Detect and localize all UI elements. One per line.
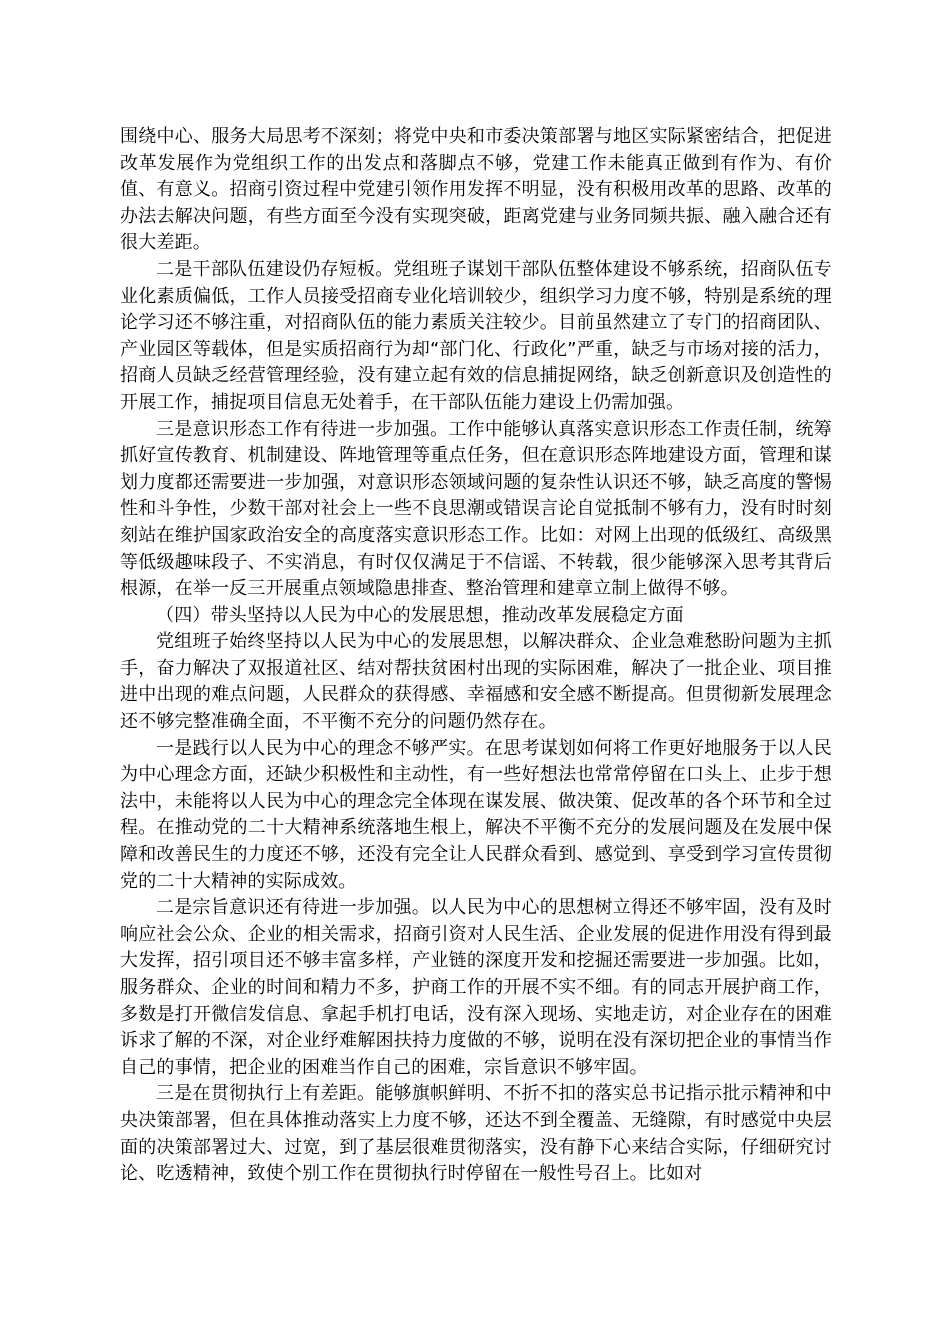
paragraph-cadre-team-shortcomings: 二是干部队伍建设仍存短板。党组班子谋划干部队伍整体建设不够系统，招商队伍专业化素质偏低，工作人员接受招商专业化培训较少，组织学习力度不够，特别是系统的理论学习还不够注重，对招商队伍的能力素质关注较少。目前虽然建立了专门的招商团队、产业园区等载体，但是实质招商行为却“部门化、行政化”严重，缺乏与市场对接的活力，招商人员缺乏经营管理经验，没有建立起有效的信息捕捉网络，缺乏创新意识及创造性的开展工作，捕捉项目信息无处着手，在干部队伍能力建设上仍需加强。 — [120, 258, 832, 413]
paragraph-party-building-continued: 围绕中心、服务大局思考不深刻；将党中央和市委决策部署与地区实际紧密结合，把促进改革发展作为党组织工作的出发点和落脚点不够，党建工作未能真正做到有作为、有价值、有意义。招商引资过程中党建引领作用发挥不明显，没有积极用改革的思路、改革的办法去解决问题，有些方面至今没有实现突破，距离党建与业务同频共振、融入融合还有很大差距。 — [120, 126, 832, 254]
paragraph-purpose-awareness: 二是宗旨意识还有待进一步加强。以人民为中心的思想树立得还不够牢固，没有及时响应社会公众、企业的相关需求，招商引资对人民生活、企业发展的促进作用没有得到最大发挥，招引项目还不够丰富多样，产业链的深度开发和挖掘还需要进一步加强。比如，服务群众、企业的时间和精力不多，护商工作的开展不实不细。有的同志开展护商工作，多数是打开微信发信息、拿起手机打电话，没有深入现场、实地走访，对企业存在的困难诉求了解的不深，对企业纾难解困扶持力度做的不够，说明在没有深切把企业的事情当作自己的事情，把企业的困难当作自己的困难，宗旨意识不够牢固。 — [120, 897, 832, 1078]
paragraph-people-centered-summary: 党组班子始终坚持以人民为中心的发展思想，以解决群众、企业急难愁盼问题为主抓手，奋力解决了双报道社区、结对帮扶贫困村出现的实际困难，解决了一批企业、项目推进中出现的难点问题，人民群众的获得感、幸福感和安全感不断提高。但贯彻新发展理念还不够完整准确全面，不平衡不充分的问题仍然存在。 — [120, 631, 832, 733]
document-page — [120, 124, 832, 1188]
paragraph-implementation-gap: 三是在贯彻执行上有差距。能够旗帜鲜明、不折不扣的落实总书记指示批示精神和中央决策部署，但在具体推动落实上力度不够，还达不到全覆盖、无缝隙，有时感觉中央层面的决策部署过大、过宽，到了基层很难贯彻落实，没有静下心来结合实际，仔细研究讨论、吃透精神，致使个别工作在贯彻执行时停留在一般性号召上。比如对 — [120, 1083, 832, 1185]
paragraph-people-centered-practice: 一是践行以人民为中心的理念不够严实。在思考谋划如何将工作更好地服务于以人民为中心理念方面，还缺少积极性和主动性，有一些好想法也常常停留在口头上、止步于想法中，未能将以人民为中心的理念完全体现在谋发展、做决策、促改革的各个环节和全过程。在推动党的二十大精神系统落地生根上，解决不平衡不充分的发展问题及在发展中保障和改善民生的力度还不够，还没有完全让人民群众看到、感觉到、享受到学习宣传贯彻党的二十大精神的实际成效。 — [120, 737, 832, 892]
section-heading-people-centered: （四）带头坚持以人民为中心的发展思想，推动改革发展稳定方面 — [156, 604, 684, 626]
paragraph-ideology-work: 三是意识形态工作有待进一步加强。工作中能够认真落实意识形态工作责任制，统筹抓好宣传教育、机制建设、阵地管理等重点任务，但在意识形态阵地建设方面，管理和谋划力度都还需要进一步加强，对意识形态领域问题的复杂性认识还不够，缺乏高度的警惕性和斗争性，少数干部对社会上一些不良思潮或错误言论自觉抵制不够有力，没有时时刻刻站在维护国家政治安全的高度落实意识形态工作。比如：对网上出现的低级红、高级黑等低级趣味段子、不实消息，有时仅仅满足于不信谣、不转载，很少能够深入思考其背后根源，在举一反三开展重点领域隐患排查、整治管理和建章立制上做得不够。 — [120, 418, 832, 600]
